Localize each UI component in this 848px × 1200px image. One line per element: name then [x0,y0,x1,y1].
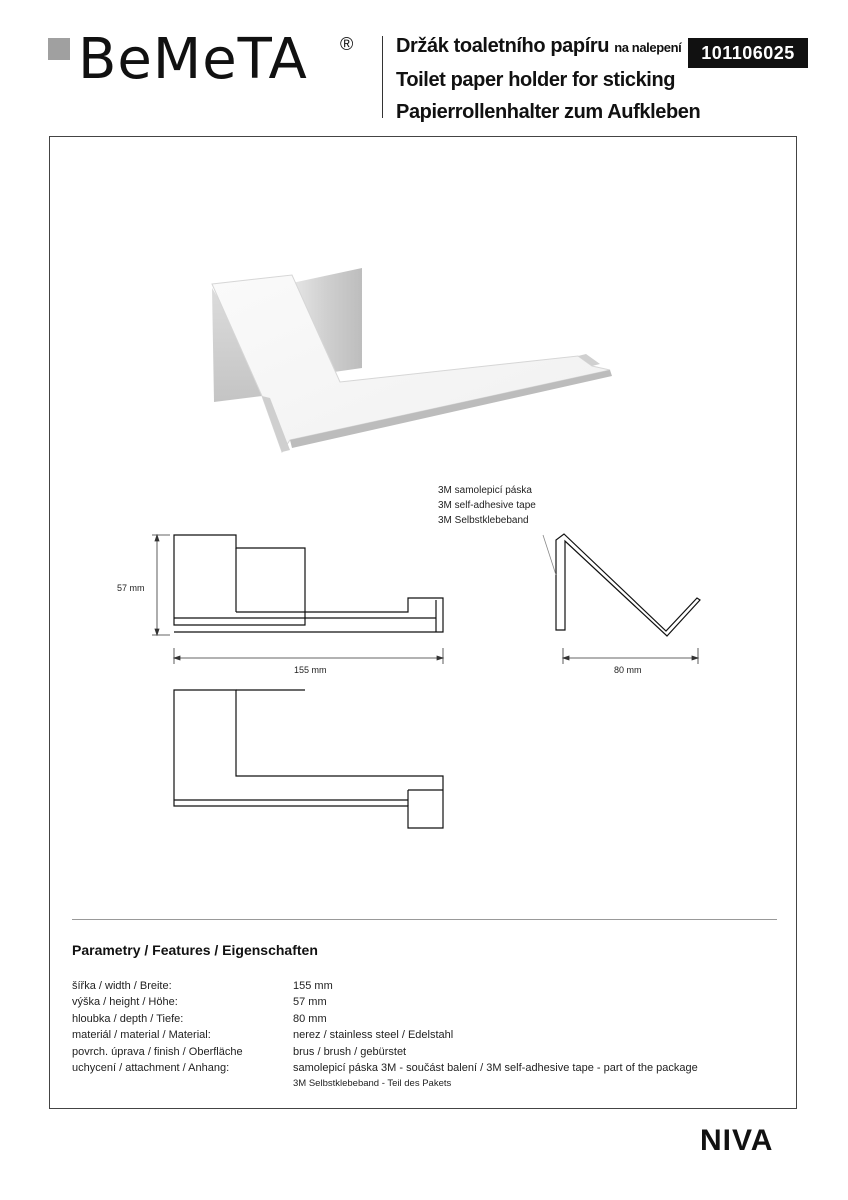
feature-attachment-extra: 3M Selbstklebeband - Teil des Pakets [293,1078,452,1090]
tape-label [438,483,536,528]
tape-label-de: 3M Selbstklebeband [438,515,529,526]
logo-text: BeMeTA [78,27,308,92]
feature-row-attachment [72,1060,772,1076]
feature-label: šířka / width / Breite: [72,980,172,992]
feature-label: hloubka / depth / Tiefe: [72,1012,184,1025]
side-view-drawing [556,534,700,636]
features-title: Parametry / Features / Eigenschaften [72,942,318,958]
feature-value: samolepicí páska 3M - součást balení / 3M self-adhesive tape - part of the package [293,1062,698,1075]
dim-depth-label: 80 mm [614,665,642,675]
front-view-arm [174,598,443,632]
feature-label: výška / height / Höhe: [72,996,178,1009]
title-cz-small: na nalepení [614,40,682,55]
series-name: NIVA [700,1124,774,1157]
product-render [212,268,612,452]
dim-width-label: 155 mm [294,665,327,675]
front-view-drawing [174,535,443,632]
feature-row-depth [72,1011,772,1027]
height-dimension [152,535,170,635]
feature-label: materiál / material / Material: [72,1029,211,1042]
feature-value: brus / brush / gebürstet [293,1045,407,1058]
feature-label: povrch. úprava / finish / Oberfläche [72,1045,243,1058]
feature-label: uchycení / attachment / Anhang: [72,1062,230,1075]
title-cz-main: Držák toaletního papíru [396,35,610,57]
top-view-drawing [174,690,443,828]
feature-value: 57 mm [293,996,327,1009]
features-separator [72,919,777,920]
width-dimension [174,648,443,664]
top-view-outline [174,690,443,828]
logo-registered-mark: ® [340,34,354,54]
feature-row-height [72,994,772,1010]
feature-value: 155 mm [293,980,333,992]
render-top-arm [212,275,610,452]
product-code-badge: 101106025 [688,38,808,68]
depth-dimension [563,648,698,664]
dim-height-label: 57 mm [117,583,145,593]
feature-row-material [72,1027,772,1043]
features-table [72,978,772,1092]
feature-row-width [72,978,772,994]
title-en: Toilet paper holder for sticking [396,69,676,91]
tape-label-cz: 3M samolepicí páska [438,485,532,496]
feature-value: nerez / stainless steel / Edelstahl [293,1029,454,1042]
title-de: Papierrollenhalter zum Aufkleben [396,101,701,123]
side-view-profile [556,534,700,636]
tape-leader-line [543,535,556,575]
tape-label-en: 3M self-adhesive tape [438,500,536,511]
feature-row-finish [72,1044,772,1060]
feature-value: 80 mm [293,1012,327,1025]
